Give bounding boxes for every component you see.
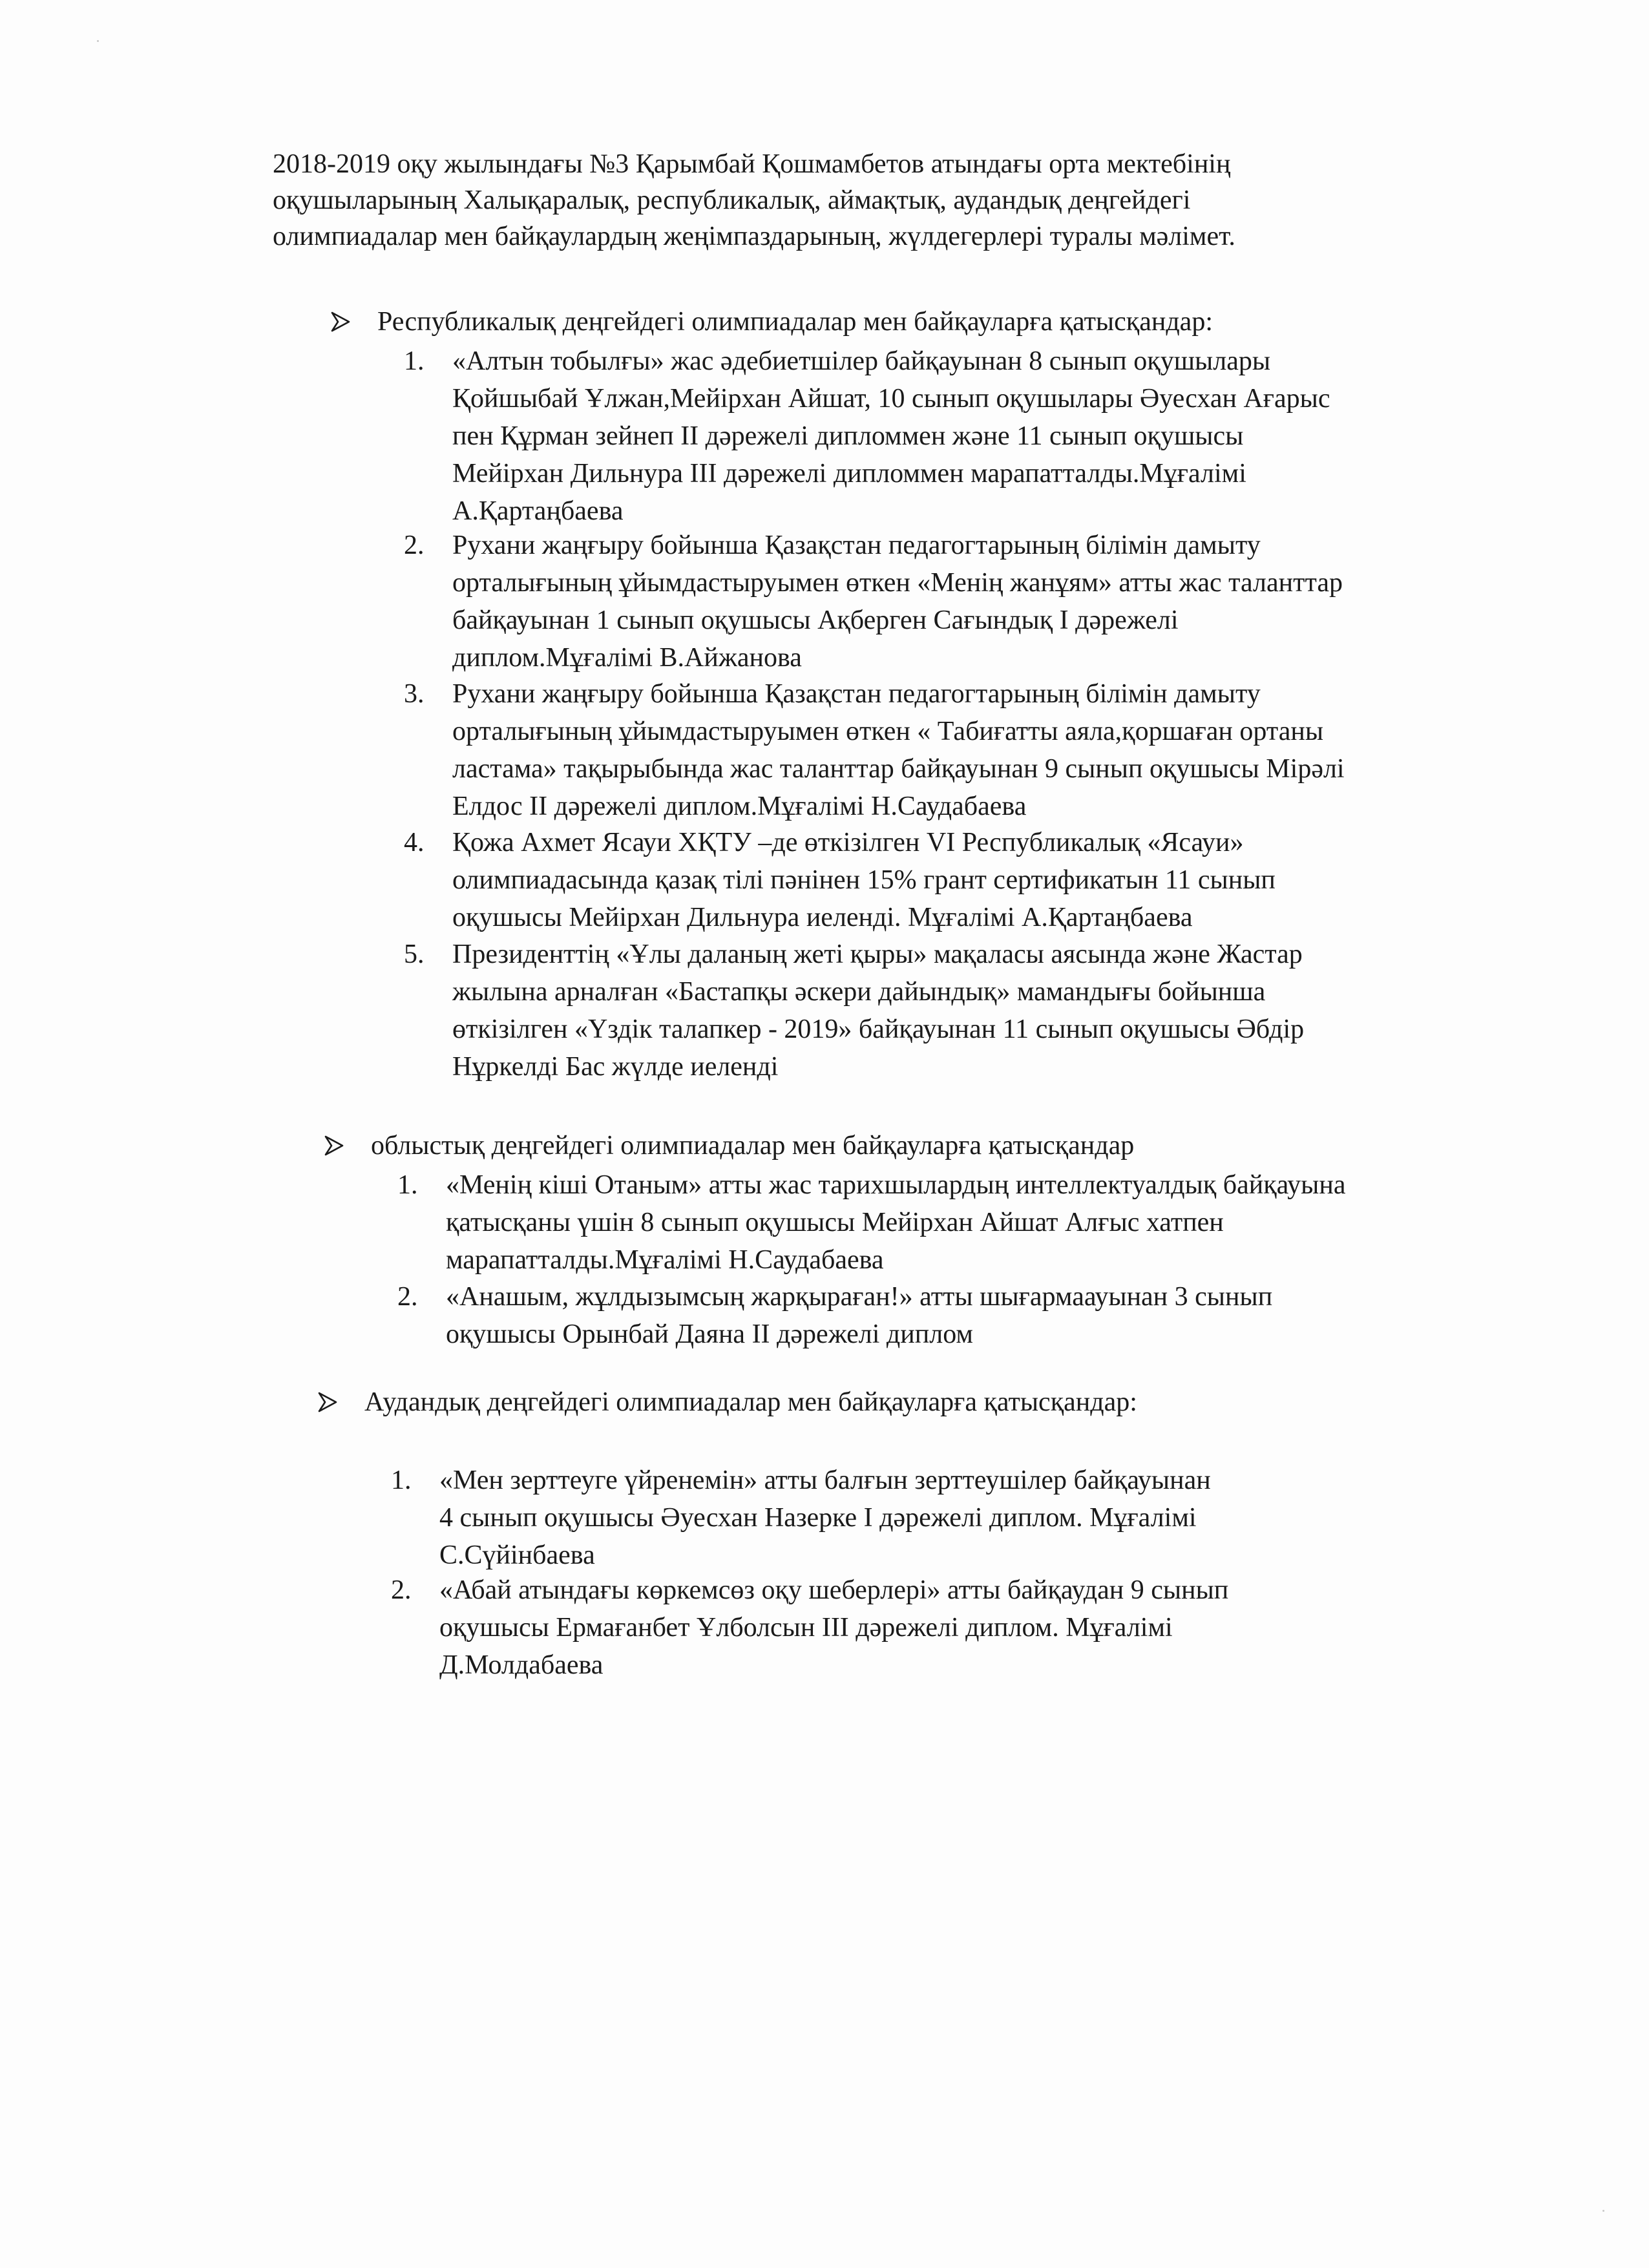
list-item-line: оқушысы Орынбай Даяна II дәрежелі диплом — [446, 1319, 973, 1349]
list-item-line: Мейірхан Дильнура III дәрежелі дипломмен марапатталды.Мұғалімі — [452, 459, 1246, 488]
list-item-text — [452, 527, 1343, 677]
list-item-number: 1. — [391, 1465, 412, 1495]
arrow-bullet-icon — [323, 1135, 345, 1157]
list-item-text — [452, 342, 1330, 530]
list-item-text — [452, 675, 1345, 825]
list-item-line: 4 сынып оқушысы Әуесхан Назерке I дәрежелі диплом. Мұғалімі — [439, 1503, 1197, 1533]
list-item-line: оқушысы Мейірхан Дильнура иеленді. Мұғалімі А.Қартаңбаева — [452, 903, 1193, 932]
list-item-line: Д.Молдабаева — [439, 1650, 604, 1680]
list-item-number: 4. — [404, 828, 425, 857]
list-item-text — [452, 936, 1304, 1086]
list-item-number: 1. — [397, 1170, 418, 1200]
list-item-text — [446, 1278, 1272, 1353]
list-item-line: олимпиадасында қазақ тілі пәнінен 15% грант сертификатын 11 сынып — [452, 865, 1276, 895]
list-item-line: Рухани жаңғыру бойынша Қазақстан педагогтарының білімін дамыту — [452, 530, 1261, 560]
list-item-line: диплом.Мұғалімі В.Айжанова — [452, 643, 802, 673]
section-heading-text: Аудандық деңгейдегі олимпиадалар мен байқауларға қатысқандар: — [364, 1387, 1137, 1417]
title-line: олимпиадалар мен байқаулардың жеңімпаздарының, жүлдегерлері туралы мәлімет. — [273, 222, 1235, 251]
list-item-number: 3. — [404, 679, 425, 709]
document-title — [273, 146, 1520, 255]
list-item-line: оқушысы Ермағанбет Ұлболсын III дәрежелі диплом. Мұғалімі — [439, 1613, 1173, 1643]
scan-speck — [1602, 2210, 1604, 2212]
list-item-number: 5. — [404, 940, 425, 969]
list-item-number: 2. — [397, 1282, 418, 1312]
list-item-line: ластама» тақырыбында жас таланттар байқауынан 9 сынып оқушысы Мірәлі — [452, 754, 1345, 784]
list-item-line: орталығының ұйымдастыруымен өткен « Табиғатты аяла,қоршаған ортаны — [452, 717, 1324, 746]
title-line: оқушыларының Халықаралық, республикалық, аймақтық, аудандық деңгейдегі — [273, 185, 1191, 215]
list-item-line: қатысқаны үшін 8 сынып оқушысы Мейірхан Айшат Алғыс хатпен — [446, 1208, 1224, 1237]
section-heading-republican — [330, 304, 1213, 340]
list-item-line: орталығының ұйымдастыруымен өткен «Менің жанұям» атты жас таланттар — [452, 568, 1343, 598]
arrow-bullet-icon — [317, 1391, 339, 1413]
list-item-text — [452, 824, 1276, 936]
list-item-line: пен Құрман зейнеп II дәрежелі дипломмен және 11 сынып оқушысы — [452, 421, 1244, 451]
section-heading-regional — [323, 1128, 1134, 1164]
list-item-line: Қойшыбай Ұлжан,Мейірхан Айшат, 10 сынып оқушылары Әуесхан Ағарыс — [452, 384, 1330, 414]
list-item-number: 2. — [391, 1575, 412, 1605]
list-item-text — [439, 1462, 1211, 1574]
list-item-line: Президенттің «Ұлы даланың жеті қыры» мақаласы аясында және Жастар — [452, 940, 1303, 969]
list-item-line: байқауынан 1 сынып оқушысы Ақберген Сағындық I дәрежелі — [452, 605, 1179, 635]
list-item-line: А.Қартаңбаева — [452, 496, 624, 526]
list-item-line: Елдос II дәрежелі диплом.Мұғалімі Н.Саудабаева — [452, 792, 1027, 821]
list-item-line: Нұркелді Бас жүлде иеленді — [452, 1052, 779, 1082]
title-line: 2018-2019 оқу жылындағы №3 Қарымбай Қошмамбетов атындағы орта мектебінің — [273, 149, 1231, 179]
list-item-number: 1. — [404, 346, 425, 376]
list-item-line: «Менің кіші Отаным» атты жас тарихшылардың интеллектуалдық байқауына — [446, 1170, 1346, 1200]
arrow-bullet-icon — [330, 311, 352, 333]
list-item-line: Рухани жаңғыру бойынша Қазақстан педагогтарының білімін дамыту — [452, 679, 1261, 709]
list-item-line: марапатталды.Мұғалімі Н.Саудабаева — [446, 1245, 884, 1275]
list-item-line: жылына арналған «Бастапқы әскери дайындық» мамандығы бойынша — [452, 977, 1266, 1007]
scan-speck — [97, 40, 99, 42]
section-heading-district — [317, 1384, 1137, 1420]
list-item-text — [439, 1571, 1228, 1684]
list-item-line: Қожа Ахмет Ясауи ХҚТУ –де өткізілген VI Республикалық «Ясауи» — [452, 828, 1244, 857]
section-heading-text: Республикалық деңгейдегі олимпиадалар мен байқауларға қатысқандар: — [377, 307, 1213, 337]
list-item-line: «Анашым, жұлдызымсың жарқыраған!» атты шығармаауынан 3 сынып — [446, 1282, 1273, 1312]
list-item-line: С.Сүйінбаева — [439, 1540, 595, 1570]
section-heading-text: облыстық деңгейдегі олимпиадалар мен байқауларға қатысқандар — [371, 1131, 1135, 1160]
list-item-text — [446, 1166, 1346, 1279]
list-item-line: «Абай атындағы көркемсөз оқу шеберлері» атты байқаудан 9 сынып — [439, 1575, 1229, 1605]
list-item-line: «Алтын тобылғы» жас әдебиетшілер байқауынан 8 сынып оқушылары — [452, 346, 1271, 376]
list-item-line: өткізілген «Үздік талапкер - 2019» байқауынан 11 сынып оқушысы Әбдір — [452, 1014, 1305, 1044]
list-item-line: «Мен зерттеуге үйренемін» атты балғын зерттеушілер байқауынан — [439, 1465, 1211, 1495]
list-item-number: 2. — [404, 530, 425, 560]
